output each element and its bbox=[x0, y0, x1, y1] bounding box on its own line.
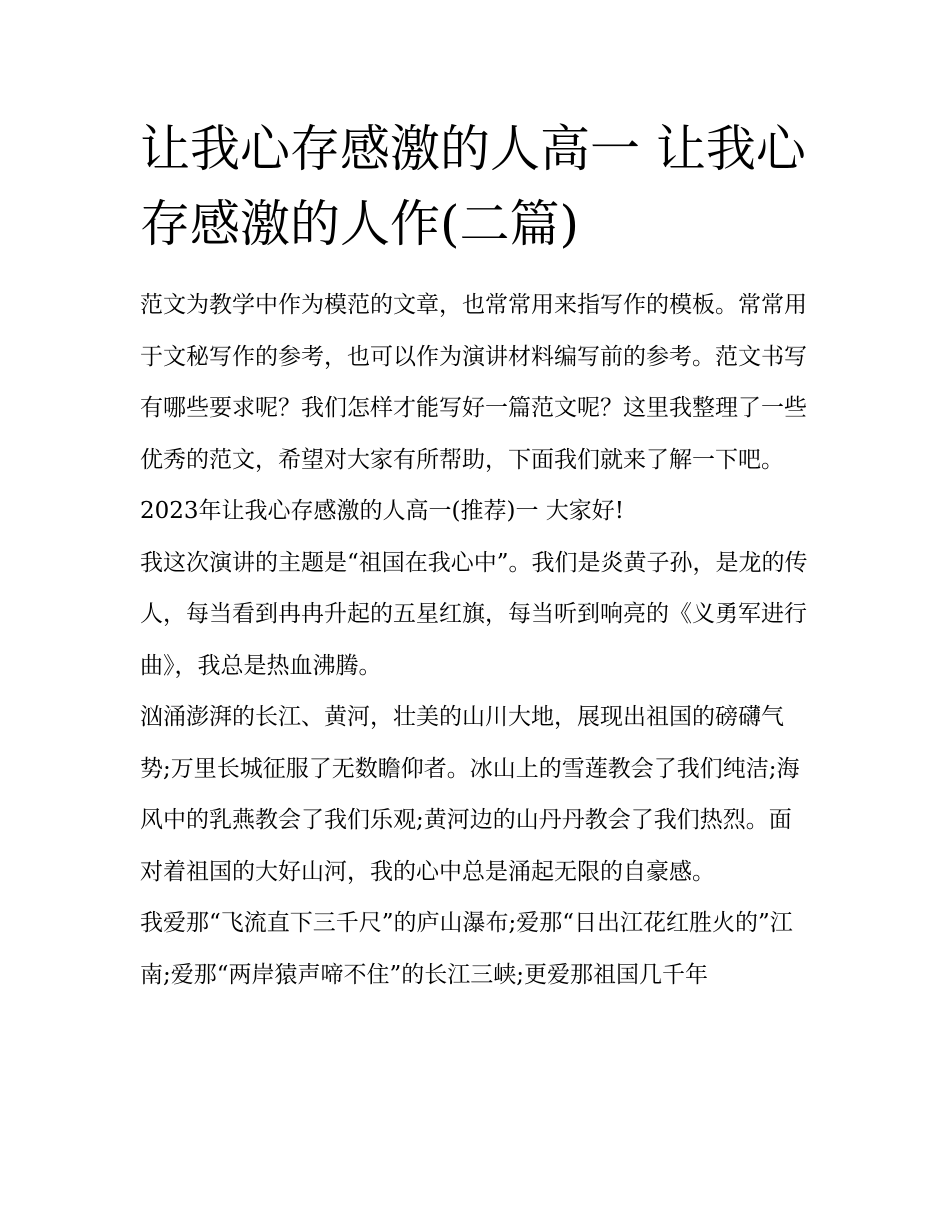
intro-paragraph: 范文为教学中作为模范的文章，也常常用来指写作的模板。常常用于文秘写作的参考，也可以作为演讲材料编写前的参考。范文书写有哪些要求呢？我们怎样才能写好一篇范文呢？这里我整理了一些优秀的范文，希望对大家有所帮助，下面我们就来了解一下吧。 bbox=[140, 292, 807, 473]
love-paragraph: 我爱那“飞流直下三千尺”的庐山瀑布;爱那“日出江花红胜火的”江南;爱那“两岸猿声啼不住”的长江三峡;更爱那祖国几千年 bbox=[140, 910, 793, 988]
speech-heading-paragraph: 2023年让我心存感激的人高一(推荐)一 大家好! bbox=[140, 498, 625, 524]
speech-theme-paragraph: 我这次演讲的主题是“祖国在我心中”。我们是炎黄子孙，是龙的传人，每当看到冉冉升起的五星红旗，每当听到响亮的《义勇军进行曲》，我总是热血沸腾。 bbox=[140, 549, 808, 679]
landscape-paragraph: 汹涌澎湃的长江、黄河，壮美的山川大地，展现出祖国的磅礴气势;万里长城征服了无数瞻仰者。冰山上的雪莲教会了我们纯洁;海风中的乳燕教会了我们乐观;黄河边的山丹丹教会了我们热烈。面对着祖国的大好山河，我的心中总是涌起无限的自豪感。 bbox=[140, 704, 800, 885]
document-title: 让我心存感激的人高一 让我心存感激的人作(二篇) bbox=[140, 120, 806, 253]
document-body bbox=[140, 280, 814, 1001]
